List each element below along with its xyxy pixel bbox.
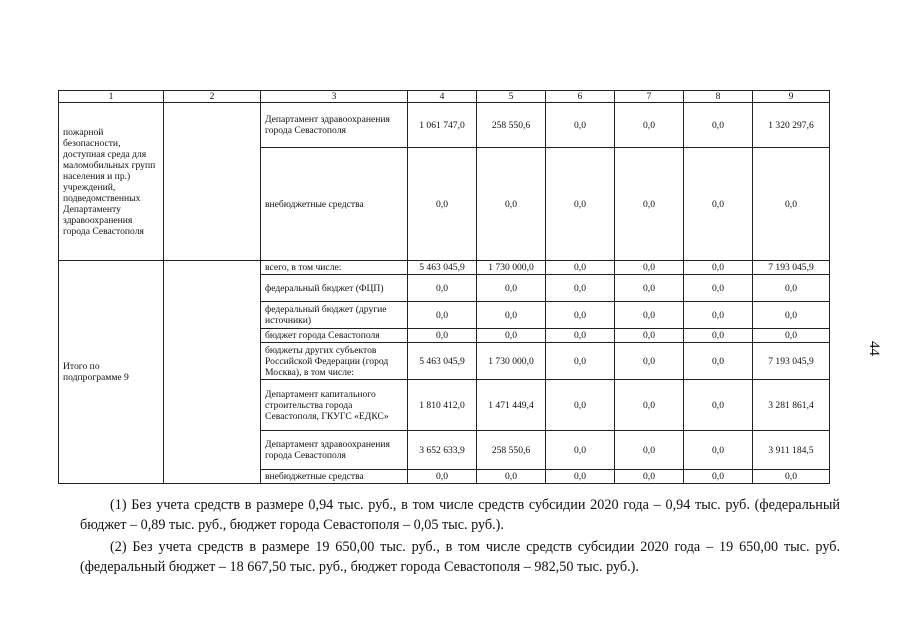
page-number: 44: [866, 341, 882, 356]
value-cell: 0,0: [408, 275, 477, 302]
source-label-cell: бюджеты других субъектов Российской Федерации (город Москва), в том числе:: [261, 343, 408, 380]
value-cell: 0,0: [477, 329, 546, 343]
value-cell: 0,0: [615, 431, 684, 470]
value-cell: 0,0: [408, 470, 477, 484]
program-description-cell: пожарной безопасности, доступная среда для маломобильных групп населения и пр.) учреждений, подведомственных Департаменту здравоохранения города Севастополя: [59, 103, 164, 261]
source-label-cell: федеральный бюджет (другие источники): [261, 302, 408, 329]
empty-cell: [164, 103, 261, 261]
value-cell: 0,0: [684, 431, 753, 470]
budget-table-wrapper: [58, 90, 829, 484]
value-cell: 1 320 297,6: [753, 103, 830, 148]
header-cell: 8: [684, 91, 753, 103]
value-cell: 0,0: [753, 275, 830, 302]
budget-table: [58, 90, 830, 484]
value-cell: 0,0: [546, 103, 615, 148]
value-cell: 1 061 747,0: [408, 103, 477, 148]
value-cell: 0,0: [615, 275, 684, 302]
value-cell: 3 281 861,4: [753, 380, 830, 431]
value-cell: 0,0: [477, 470, 546, 484]
header-cell: 5: [477, 91, 546, 103]
table-header-row: [59, 91, 830, 103]
value-cell: 0,0: [546, 302, 615, 329]
value-cell: 0,0: [615, 380, 684, 431]
value-cell: 0,0: [408, 329, 477, 343]
value-cell: 5 463 045,9: [408, 261, 477, 275]
footnote: (2) Без учета средств в размере 19 650,00 тыс. руб., в том числе средств субсидии 2020 года – 19 650,00 тыс. руб. (федеральный бюджет – 18 667,50 тыс. руб., бюджет города Севастополя – 982,50 тыс. руб.).: [80, 539, 840, 575]
value-cell: 3 911 184,5: [753, 431, 830, 470]
source-label-cell: Департамент капитального строительства города Севастополя, ГКУГС «ЕДКС»: [261, 380, 408, 431]
value-cell: 258 550,6: [477, 431, 546, 470]
value-cell: 0,0: [615, 261, 684, 275]
value-cell: 0,0: [684, 261, 753, 275]
value-cell: 0,0: [546, 261, 615, 275]
value-cell: 0,0: [477, 302, 546, 329]
value-cell: 0,0: [615, 148, 684, 261]
value-cell: 0,0: [684, 343, 753, 380]
value-cell: 1 471 449,4: [477, 380, 546, 431]
footnotes: [80, 496, 840, 580]
header-cell: 6: [546, 91, 615, 103]
value-cell: 0,0: [684, 148, 753, 261]
value-cell: 0,0: [546, 380, 615, 431]
value-cell: 0,0: [615, 343, 684, 380]
value-cell: 0,0: [753, 148, 830, 261]
header-cell: 9: [753, 91, 830, 103]
value-cell: 0,0: [408, 302, 477, 329]
header-cell: 4: [408, 91, 477, 103]
value-cell: 0,0: [408, 148, 477, 261]
value-cell: 1 810 412,0: [408, 380, 477, 431]
value-cell: 0,0: [753, 329, 830, 343]
source-label-cell: внебюджетные средства: [261, 470, 408, 484]
value-cell: 1 730 000,0: [477, 261, 546, 275]
value-cell: 0,0: [684, 470, 753, 484]
header-cell: 7: [615, 91, 684, 103]
value-cell: 0,0: [546, 470, 615, 484]
value-cell: 7 193 045,9: [753, 261, 830, 275]
value-cell: 0,0: [615, 302, 684, 329]
source-label-cell: Департамент здравоохранения города Севастополя: [261, 431, 408, 470]
value-cell: 0,0: [546, 329, 615, 343]
value-cell: 0,0: [684, 329, 753, 343]
table-row: [59, 261, 830, 275]
value-cell: 3 652 633,9: [408, 431, 477, 470]
value-cell: 0,0: [684, 380, 753, 431]
value-cell: 5 463 045,9: [408, 343, 477, 380]
value-cell: 0,0: [477, 275, 546, 302]
value-cell: 1 730 000,0: [477, 343, 546, 380]
footnote: (1) Без учета средств в размере 0,94 тыс. руб., в том числе средств субсидии 2020 года – 0,94 тыс. руб. (федеральный бюджет – 0,89 тыс. руб., бюджет города Севастополя – 0,05 тыс. руб.).: [80, 497, 840, 533]
source-label-cell: внебюджетные средства: [261, 148, 408, 261]
source-label-cell: Департамент здравоохранения города Севастополя: [261, 103, 408, 148]
value-cell: 0,0: [684, 275, 753, 302]
value-cell: 7 193 045,9: [753, 343, 830, 380]
source-label-cell: бюджет города Севастополя: [261, 329, 408, 343]
header-cell: 3: [261, 91, 408, 103]
value-cell: 0,0: [546, 275, 615, 302]
value-cell: 0,0: [753, 470, 830, 484]
value-cell: 0,0: [546, 343, 615, 380]
value-cell: 0,0: [684, 103, 753, 148]
value-cell: 0,0: [753, 302, 830, 329]
source-label-cell: федеральный бюджет (ФЦП): [261, 275, 408, 302]
value-cell: 0,0: [615, 470, 684, 484]
empty-cell: [164, 261, 261, 484]
value-cell: 0,0: [615, 103, 684, 148]
value-cell: 0,0: [615, 329, 684, 343]
source-label-cell: всего, в том числе:: [261, 261, 408, 275]
value-cell: 0,0: [477, 148, 546, 261]
table-row: [59, 103, 830, 148]
value-cell: 258 550,6: [477, 103, 546, 148]
header-cell: 1: [59, 91, 164, 103]
header-cell: 2: [164, 91, 261, 103]
subprogram-total-cell: Итого по подпрограмме 9: [59, 261, 164, 484]
value-cell: 0,0: [546, 148, 615, 261]
value-cell: 0,0: [546, 431, 615, 470]
value-cell: 0,0: [684, 302, 753, 329]
